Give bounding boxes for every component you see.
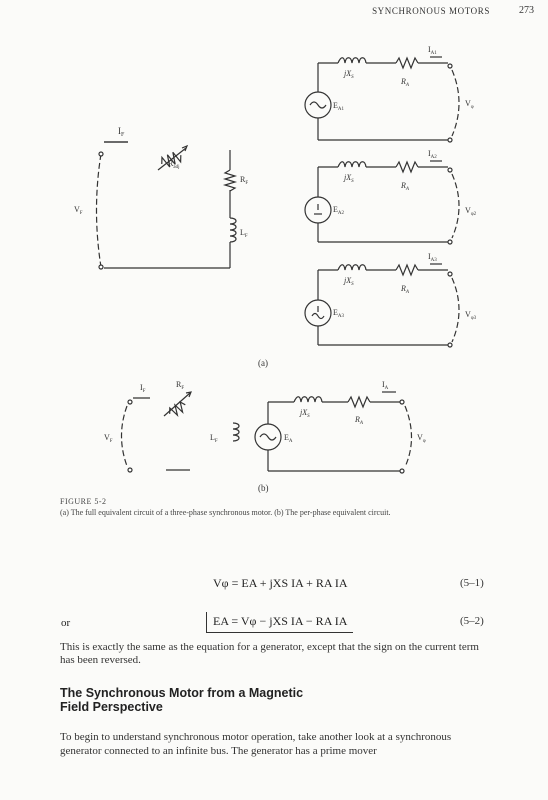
phase-circuit-2: [305, 161, 459, 244]
equation-2: EA = Vφ − jXS IA − RA IA: [206, 612, 353, 633]
radj-label-b: $R_F$: [176, 380, 185, 391]
vf-label-b: $V_F$: [104, 433, 113, 444]
ea-label-b: $E_A$: [284, 433, 293, 444]
section-heading: [60, 686, 303, 714]
jxs-label-3: $jX_S$: [344, 276, 354, 287]
phase-circuit-3: [305, 264, 459, 347]
field-circuit-a: [97, 142, 237, 269]
section-heading-line-2: Field Perspective: [60, 700, 163, 714]
panel-a-label: (a): [258, 358, 268, 368]
section-heading-line-1: The Synchronous Motor from a Magnetic: [60, 686, 304, 700]
ea1-label: $E_{A1}$: [333, 101, 345, 112]
per-phase-circuit-b: [122, 392, 412, 473]
figure-caption: (a) The full equivalent circuit of a three-phase synchronous motor. (b) The per-phase equivalent circuit.: [60, 508, 391, 517]
vphi2-label: $V_{\varphi 2}$: [465, 206, 477, 217]
vf-label-a: $V_F$: [74, 205, 83, 216]
ea3-label: $E_{A3}$: [333, 308, 345, 319]
vphi-label-b: $V_\varphi$: [417, 433, 426, 444]
phase-circuit-1: [305, 57, 459, 142]
ra-label-2: $R_A$: [401, 181, 409, 192]
rf-label-a: $R_F$: [240, 175, 249, 186]
ia3-label: $I_{A3}$: [428, 252, 437, 263]
page-number: 273: [519, 5, 534, 16]
lf-label-b: $L_F$: [210, 433, 218, 444]
panel-b-label: (b): [258, 483, 269, 493]
equation-1: Vφ = EA + jXS IA + RA IA: [213, 576, 348, 590]
radj-label-a: $R_{adj}$: [168, 159, 180, 170]
running-head: SYNCHRONOUS MOTORS: [372, 6, 490, 16]
ea2-label: $E_{A2}$: [333, 205, 345, 216]
paragraph-1: This is exactly the same as the equation for a generator, except that the sign on the current term has been reversed.: [60, 641, 479, 666]
figure-label: FIGURE 5-2: [60, 497, 107, 506]
jxs-label-2: $jX_S$: [344, 173, 354, 184]
ra-label-3: $R_A$: [401, 284, 409, 295]
jxs-label-b: $jX_S$: [300, 408, 310, 419]
ia-label-b: $I_A$: [382, 380, 389, 391]
ia1-label: $I_{A1}$: [428, 45, 437, 56]
if-label-b: $I_F$: [140, 383, 146, 394]
jxs-label-1: $jX_S$: [344, 69, 354, 80]
ra-label-1: $R_A$: [401, 77, 409, 88]
vphi1-label: $V_\varphi$: [465, 99, 474, 110]
ra-label-b: $R_A$: [355, 415, 363, 426]
if-label-a: $I_F$: [118, 126, 125, 138]
paragraph-2: To begin to understand synchronous motor operation, take another look at a synchronous generator connected to an infinite bus. The generator has a prime mover: [60, 731, 452, 757]
equation-2-number: (5–2): [460, 615, 484, 627]
or-word: or: [61, 617, 71, 629]
vphi3-label: $V_{\varphi 3}$: [465, 310, 477, 321]
lf-label-a: $L_F$: [240, 228, 248, 239]
ia2-label: $I_{A2}$: [428, 149, 437, 160]
equation-1-number: (5–1): [460, 577, 484, 589]
